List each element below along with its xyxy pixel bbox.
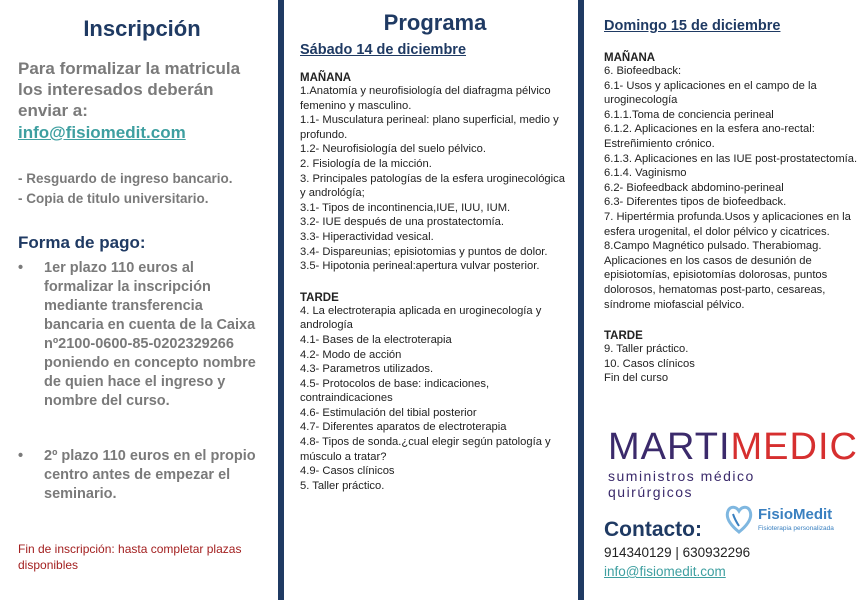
contact-title: Contacto: [604,518,702,541]
program-item: 1.2- Neurofisiología del suelo pélvico. [300,143,486,156]
program-item: 4.5- Protocolos de base: indicaciones, contraindicaciones [300,377,490,405]
payment-item [18,447,266,504]
martimedic-wordmark: MARTIMEDIC [608,426,858,468]
program-item: 4.6- Estimulación del tibial posterior [300,406,477,419]
program-item: 3.3- Hiperactividad vesical. [300,230,434,243]
program-item: 1.Anatomía y neurofisiología del diafragma pélvico femenino y masculino. [300,85,551,112]
martimedic-logo [608,426,858,500]
program-item: 10. Casos clínicos [604,357,695,370]
program-item: 3.2- IUE después de una prostatectomía. [300,216,504,229]
program-item: 3.1- Tipos de incontinencia,IUE, IUU, IUM. [300,201,511,214]
fisiomedit-name: FisioMedit [758,506,833,523]
payment-item [18,259,266,411]
program-item: 6.1- Usos y aplicaciones en el campo de la uroginecología [604,79,817,107]
program-item: 1.1- Musculatura perineal: plano superficial, medio y profundo. [300,114,559,141]
program-item: 6.1.3. Aplicaciones en las IUE post-prostatectomía. [604,152,858,165]
program-item: 4.9- Casos clínicos [300,465,395,478]
program-item: 5. Taller práctico. [300,479,385,492]
inscription-lead: Para formalizar la matricula los interesados deberán enviar a: [18,59,241,120]
program-item: 3. Principales patologías de la esfera uroginecológica y andrológía; [300,172,565,200]
inscription-title: Inscripción [83,16,201,41]
saturday-morning-list [300,84,570,274]
program-item: 4.2- Modo de acción [300,348,402,361]
program-item: 3.4- Dispareunias; episiotomias y puntos de dolor. [300,245,548,258]
sunday-morning-label: MAÑANA [604,52,656,64]
program-item: 7. Hipertérmia profunda.Usos y aplicaciones en la esfera urogenital, el dolor pélvico y cicatrices. [604,210,851,238]
program-item: 8.Campo Magnético pulsado. Therabiomag. Aplicaciones en los casos de desunión de episiotomías, episiotomías dolorosas, puntos dolorosos, hematomas post-parto, cesareas, síndrome miofascial pélvico. [604,240,828,311]
program-item: 4. La electroterapia aplicada en uroginecología y andrología [300,304,542,332]
bullet-icon: • [18,260,24,276]
requirement-item: - Resguardo de ingreso bancario. [18,171,233,186]
program-item: 2. Fisiología de la micción. [300,157,432,170]
program-item: 3.5- Hipotonia perineal:apertura vulvar posterior. [300,260,540,273]
program-item: 4.7- Diferentes aparatos de electroterapia [300,421,507,434]
saturday-morning-label: MAÑANA [300,72,352,84]
fisiomedit-tagline: Fisioterapia personalizada [758,525,834,532]
program-item: 4.1- Bases de la electroterapia [300,333,452,346]
inscription-email-link[interactable]: info@fisiomedit.com [18,123,186,142]
requirement-item: - Copia de titulo universitario. [18,191,209,206]
sunday-afternoon-label: TARDE [604,330,643,343]
inscription-end-note: Fin de inscripción: hasta completar plazas disponibles [18,542,242,572]
saturday-afternoon-list [300,304,570,494]
requirements-list [18,169,266,209]
sunday-morning-list [604,64,858,312]
program-title: Programa [383,10,487,35]
sunday-afternoon-list [604,342,858,386]
program-item: 6. Biofeedback: [604,65,682,77]
martimedic-subtitle: suministros médico quirúrgicos [608,468,755,500]
program-item: 4.8- Tipos de sonda.¿cual elegir según patología y músculo a tratar? [300,436,551,463]
program-item: 6.1.2. Aplicaciones en la esfera ano-rectal: Estreñimiento crónico. [604,123,815,150]
program-item: 9. Taller práctico. [604,343,689,356]
program-item: 6.2- Biofeedback abdomino-perineal [604,181,784,194]
payment-text: 2º plazo 110 euros en el propio centro antes de empezar el seminario. [44,448,256,502]
payment-list [18,259,266,504]
fisiomedit-logo [724,502,852,538]
program-item: 4.3- Parametros utilizados. [300,363,434,376]
payment-text: 1er plazo 110 euros al formalizar la inscripción mediante transferencia bancaria en cuenta de la Caixa nº2100-0600-85-0202329266 poniendo en concepto nombre de quien hace el ingreso y nombre del curso. [44,260,256,409]
contact-email-link[interactable]: info@fisiomedit.com [604,564,726,579]
program-item: 6.1.1.Toma de conciencia perineal [604,108,774,121]
payment-title: Forma de pago: [18,233,146,252]
program-item: 6.1.4. Vaginismo [604,167,687,180]
saturday-heading: Sábado 14 de diciembre [300,42,467,58]
heart-hands-icon [724,502,754,536]
contact-phone: 914340129 | 630932296 [604,545,751,560]
program-column [284,0,578,600]
saturday-afternoon-label: TARDE [300,291,339,304]
sunday-heading: Domingo 15 de diciembre [604,18,781,34]
program-item: 6.3- Diferentes tipos de biofeedback. [604,196,787,209]
inscription-column [0,0,278,600]
bullet-icon: • [18,448,24,464]
program-item: Fin del curso [604,372,669,385]
